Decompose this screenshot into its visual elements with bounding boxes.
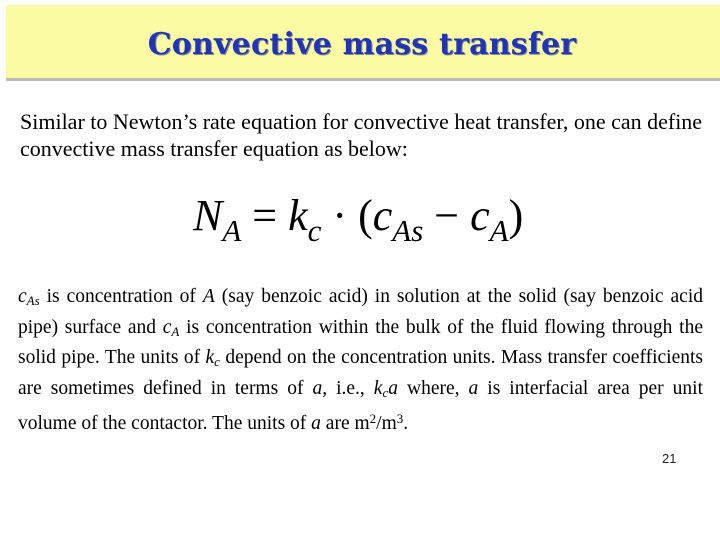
eq-close-paren: ) [508, 191, 524, 240]
symbol-subscript: As [26, 293, 40, 308]
symbol-k: k [205, 347, 215, 368]
text-span: is interfacial area per unit volume of the contactor. The units of [18, 377, 704, 434]
page-number: 21 [662, 451, 677, 466]
text-span: , i.e., [322, 377, 374, 399]
symbol-c: c [18, 286, 27, 307]
text-span: /m [376, 413, 397, 434]
eq-equals: = [252, 191, 278, 240]
symbol-a: a [468, 377, 479, 399]
symbol-subscript: c [214, 354, 220, 369]
symbol-a: a [311, 413, 321, 434]
eq-bulk-conc-subscript: A [489, 213, 509, 248]
eq-surface-conc-subscript: As [392, 213, 424, 248]
unit-exponent: 2 [369, 411, 377, 426]
eq-flux-symbol: N [193, 191, 223, 240]
symbol-A: A [202, 286, 215, 307]
eq-open-paren: ( [358, 191, 373, 240]
explanation-paragraph [18, 284, 703, 438]
text-span: (say benzoic acid) in solution at the solid (say benzoic acid pipe) surface and [18, 286, 703, 338]
text-span: . [403, 413, 409, 434]
symbol-k: k [373, 377, 383, 399]
text-span: depend on the concentration units. Mass transfer coefficients are sometimes defined in terms of [18, 347, 703, 399]
text-span: are m [320, 413, 370, 434]
unit-exponent: 3 [396, 411, 404, 426]
eq-minus: − [434, 191, 460, 240]
symbol-a: a [388, 377, 398, 399]
symbol-subscript: A [171, 323, 180, 339]
eq-surface-conc: c [372, 191, 393, 240]
symbol-a: a [312, 377, 323, 399]
text-span: is concentration within the bulk of the fluid flowing through the solid pipe. The units of [18, 316, 704, 368]
text-span: is concentration of [39, 286, 203, 307]
eq-coef-symbol: k [288, 191, 308, 240]
mass-transfer-equation [193, 190, 523, 257]
intro-paragraph: Similar to Newton’s rate equation for convective heat transfer, one can define convective mass transfer equation as below: [20, 109, 703, 161]
symbol-subscript: c [382, 384, 389, 400]
symbol-c: c [162, 316, 172, 338]
eq-dot: · [332, 191, 348, 240]
text-span: where, [397, 377, 469, 399]
eq-coef-subscript: c [307, 213, 322, 248]
eq-bulk-conc: c [470, 191, 490, 240]
eq-flux-subscript: A [222, 213, 242, 248]
slide-title: Convective mass transfer [147, 27, 577, 62]
